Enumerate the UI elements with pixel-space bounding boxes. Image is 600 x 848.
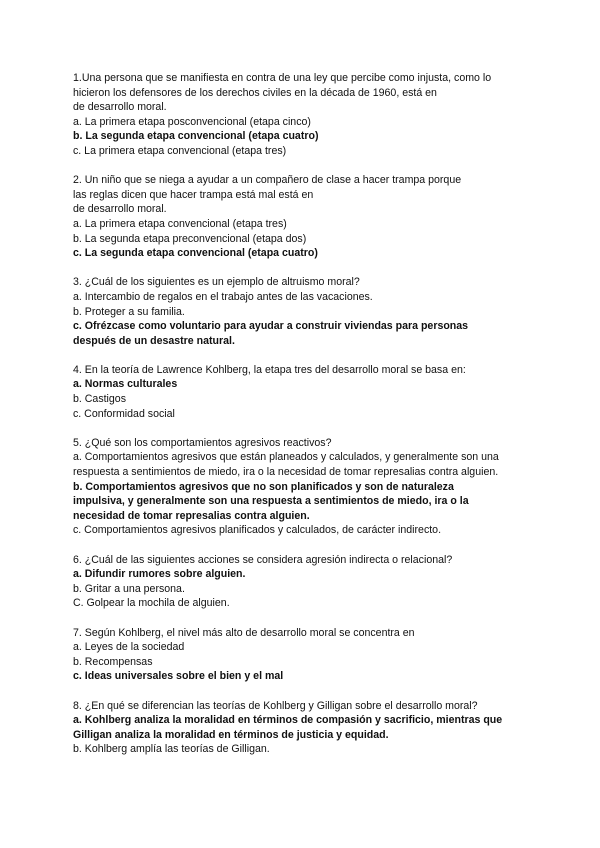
answer-option: b. Gritar a una persona.	[73, 582, 185, 595]
answer-option-correct: a. Kohlberg analiza la moralidad en términos de compasión y sacrificio, mientras que	[73, 714, 503, 727]
answer-option-correct: c. Ofrézcase como voluntario para ayudar a construir viviendas para personas	[73, 320, 469, 333]
question-block	[73, 173, 543, 261]
answer-option: c. Comportamientos agresivos planificados y calculados, de carácter indirecto.	[73, 524, 442, 537]
answer-option: b. La segunda etapa preconvencional (etapa dos)	[73, 232, 307, 245]
question-stem-line: 8. ¿En qué se diferencian las teorías de Kohlberg y Gilligan sobre el desarrollo moral?	[73, 699, 478, 712]
question-block	[73, 275, 543, 348]
answer-option-correct: b. La segunda etapa convencional (etapa cuatro)	[73, 130, 319, 143]
answer-option-correct: b. Comportamientos agresivos que no son planificados y son de naturaleza	[73, 480, 454, 493]
question-stem-line: de desarrollo moral.	[73, 203, 167, 216]
answer-option: a. La primera etapa convencional (etapa tres)	[73, 217, 287, 230]
question-stem-line: 3. ¿Cuál de los siguientes es un ejemplo de altruismo moral?	[73, 276, 360, 289]
question-stem-line: 6. ¿Cuál de las siguientes acciones se considera agresión indirecta o relacional?	[73, 553, 453, 566]
quiz-content	[73, 71, 543, 772]
answer-option: a. Intercambio de regalos en el trabajo antes de las vacaciones.	[73, 290, 373, 303]
question-stem-line: de desarrollo moral.	[73, 101, 167, 114]
question-stem-line: 1.Una persona que se manifiesta en contra de una ley que percibe como injusta, como lo	[73, 72, 492, 84]
question-stem-line: hicieron los defensores de los derechos civiles en la década de 1960, está en	[73, 86, 437, 99]
answer-option-correct: a. Difundir rumores sobre alguien.	[73, 568, 246, 581]
answer-option-correct: c. La segunda etapa convencional (etapa cuatro)	[73, 247, 318, 260]
question-stem-line: 5. ¿Qué son los comportamientos agresivos reactivos?	[73, 436, 332, 449]
question-stem-line: 2. Un niño que se niega a ayudar a un compañero de clase a hacer trampa porque	[73, 174, 462, 187]
answer-option: c. Conformidad social	[73, 407, 175, 420]
answer-option: respuesta a sentimientos de miedo, ira o la necesidad de tomar represalias contra alguien.	[73, 466, 499, 479]
question-stem-line: las reglas dicen que hacer trampa está mal está en	[73, 188, 314, 201]
answer-option-correct: impulsiva, y generalmente son una respuesta a sentimientos de miedo, ira o la	[73, 495, 469, 508]
question-block	[73, 553, 543, 611]
answer-option: a. La primera etapa posconvencional (etapa cinco)	[73, 115, 311, 128]
answer-option: a. Comportamientos agresivos que están planeados y calculados, y generalmente son una	[73, 451, 499, 464]
answer-option-correct: c. Ideas universales sobre el bien y el mal	[73, 670, 284, 683]
answer-option-correct: después de un desastre natural.	[73, 334, 235, 347]
answer-option: b. Recompensas	[73, 655, 153, 668]
answer-option: b. Kohlberg amplía las teorías de Gilligan.	[73, 743, 270, 756]
question-block	[73, 626, 543, 684]
answer-option: C. Golpear la mochila de alguien.	[73, 597, 230, 610]
question-stem-line: 7. Según Kohlberg, el nivel más alto de desarrollo moral se concentra en	[73, 626, 415, 639]
answer-option: a. Leyes de la sociedad	[73, 641, 185, 654]
answer-option-correct: Gilligan analiza la moralidad en términos de justicia y equidad.	[73, 728, 389, 741]
question-stem-line: 4. En la teoría de Lawrence Kohlberg, la etapa tres del desarrollo moral se basa en:	[73, 363, 466, 376]
answer-option: b. Castigos	[73, 393, 126, 406]
answer-option: b. Proteger a su familia.	[73, 305, 185, 318]
answer-option-correct: a. Normas culturales	[73, 378, 178, 391]
question-block	[73, 699, 543, 757]
question-block	[73, 436, 543, 538]
question-block	[73, 363, 543, 421]
answer-option-correct: necesidad de tomar represalias contra alguien.	[73, 509, 310, 522]
answer-option: c. La primera etapa convencional (etapa tres)	[73, 144, 287, 157]
question-block	[73, 71, 543, 159]
